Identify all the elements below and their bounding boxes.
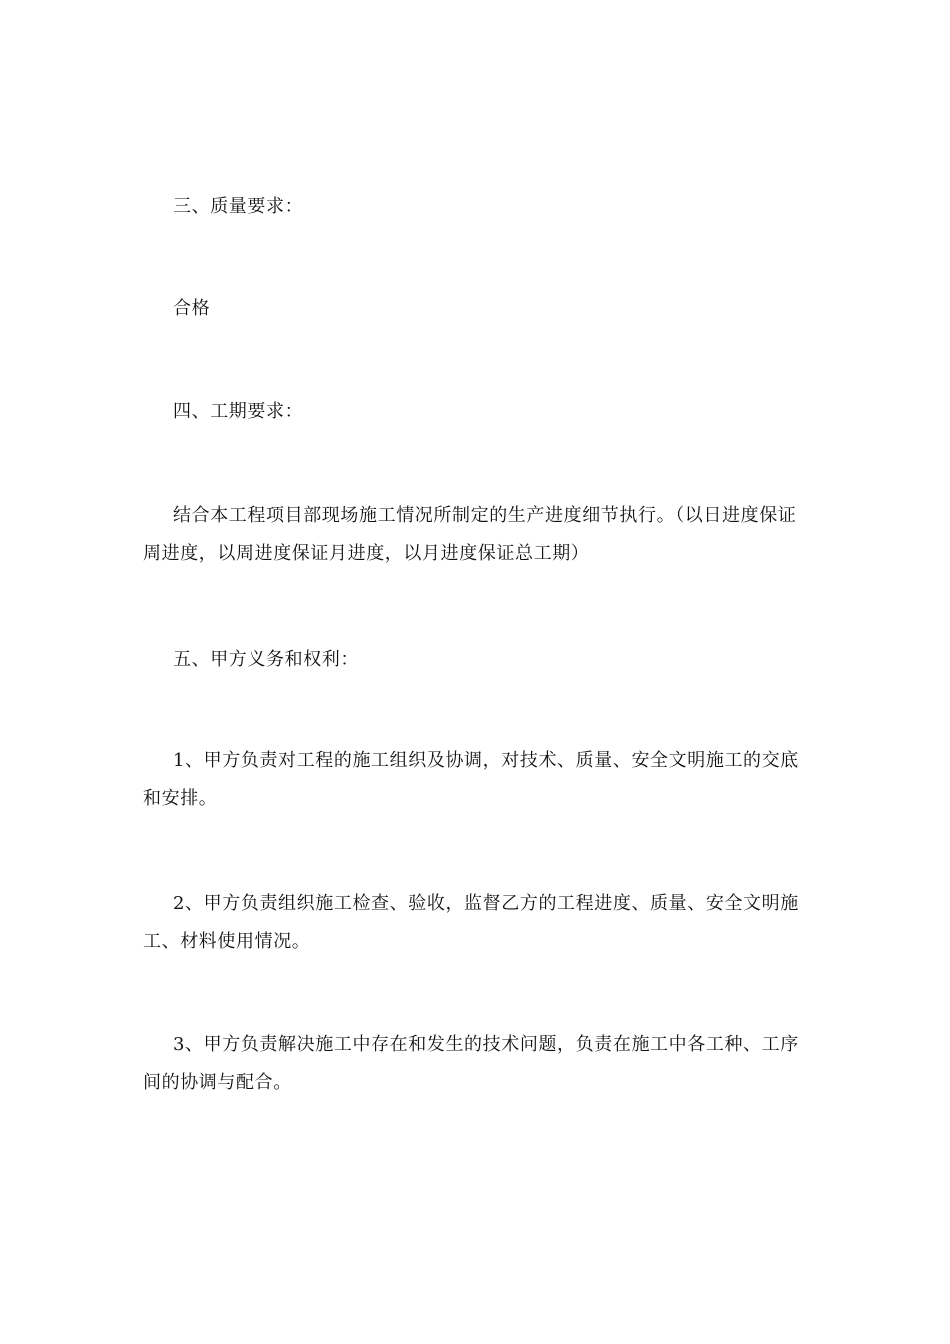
party-a-item-1: 1、甲方负责对工程的施工组织及协调，对技术、质量、安全文明施工的交底和安排。	[143, 750, 799, 809]
section-body-schedule: 结合本工程项目部现场施工情况所制定的生产进度细节执行。（以日进度保证周进度，以周进度保证月进度，以月进度保证总工期）	[143, 505, 797, 564]
section-body-quality: 合格	[173, 298, 211, 319]
party-a-item-3: 3、甲方负责解决施工中存在和发生的技术问题，负责在施工中各工种、工序间的协调与配合。	[143, 1034, 799, 1093]
section-heading-quality: 三、质量要求：	[173, 196, 304, 217]
section-heading-schedule: 四、工期要求：	[173, 401, 304, 422]
party-a-item-2: 2、甲方负责组织施工检查、验收，监督乙方的工程进度、质量、安全文明施工、材料使用情况。	[143, 893, 799, 952]
section-heading-party-a: 五、甲方义务和权利：	[173, 649, 359, 670]
